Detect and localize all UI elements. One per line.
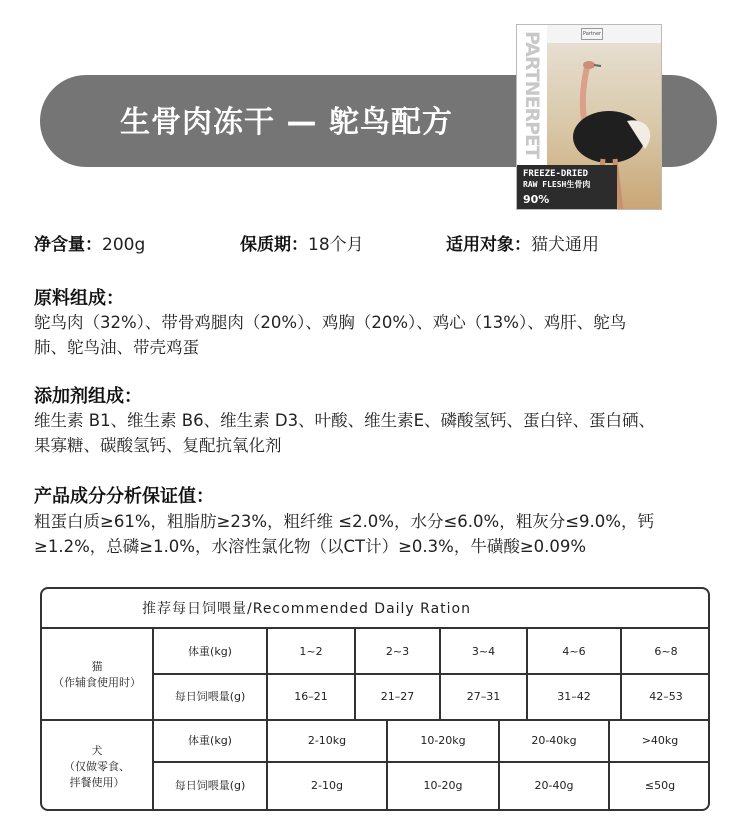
package-brand-vertical: PARTNERPET <box>521 31 543 158</box>
target-audience <box>446 233 599 257</box>
cat-feed-cell: 21–27 <box>380 690 415 703</box>
dog-feed-cell: ≤50g <box>644 779 676 792</box>
cat-label-cell <box>42 631 152 719</box>
target-audience-label: 适用对象： <box>446 235 531 255</box>
page-title: 生骨肉冻干 — 鸵鸟配方 <box>120 105 453 140</box>
product-package-image <box>516 24 662 210</box>
dog-weight-cell: >40kg <box>641 734 679 747</box>
dog-name: 犬 <box>91 744 103 757</box>
additives-line-2: 果寡糖、碳酸氢钙、复配抗氧化剂 <box>34 436 282 455</box>
analysis-line-1: 粗蛋白质≥61%，粗脂肪≥23%，粗纤维 ≤2.0%，水分≤6.0%，粗灰分≤9.0%，钙 <box>34 512 654 531</box>
analysis-line-2: ≥1.2%，总磷≥1.0%，水溶性氯化物（以CT计）≥0.3%，牛磺酸≥0.09% <box>34 537 587 556</box>
shelf-life <box>240 233 364 257</box>
dog-weight-cell: 10-20kg <box>420 734 466 747</box>
net-content-label: 净含量： <box>34 235 102 255</box>
daily-ration-table <box>40 587 710 811</box>
package-percent: 90% <box>523 193 550 206</box>
cat-feed-cell: 16–21 <box>294 690 328 703</box>
cat-feed-cell: 27–31 <box>466 690 501 703</box>
additives-line-1: 维生素 B1、维生素 B6、维生素 D3、叶酸、维生素E、磷酸氢钙、蛋白锌、蛋白硒、 <box>34 411 655 430</box>
cat-weight-cell: 4~6 <box>562 645 586 658</box>
ration-table-title: 推荐每日饲喂量/Recommended Daily Ration <box>42 589 708 629</box>
ingredients-line-1: 鸵鸟肉（32%）、带骨鸡腿肉（20%）、鸡胸（20%）、鸡心（13%）、鸡肝、鸵鸟 <box>34 313 627 332</box>
net-content-value: 200g <box>102 235 146 255</box>
dog-feed-cell: 2-10g <box>311 779 343 792</box>
dog-weight-cell: 2-10kg <box>307 734 347 747</box>
ingredients-line-2: 肺、鸵鸟油、带壳鸡蛋 <box>34 338 199 357</box>
cat-weight-label: 体重(kg) <box>188 645 232 658</box>
dog-label-cell <box>42 721 152 811</box>
dog-feed-cell: 10-20g <box>423 779 463 792</box>
dog-feed-label: 每日饲喂量(g) <box>174 779 246 792</box>
cat-weight-cell: 3~4 <box>471 645 496 658</box>
dog-feed-cell: 20-40g <box>534 779 574 792</box>
ingredients-title: 原料组成： <box>34 288 124 309</box>
analysis-title: 产品成分分析保证值： <box>34 486 214 507</box>
additives-title: 添加剂组成： <box>34 386 142 407</box>
dog-note-line-1: （仅做零食、 <box>64 760 130 773</box>
cat-name: 猫 <box>91 660 103 673</box>
cat-feed-cell: 31–42 <box>557 690 591 703</box>
target-audience-value: 猫犬通用 <box>531 235 599 255</box>
dog-weight-label: 体重(kg) <box>188 734 232 747</box>
dog-weight-cell: 20-40kg <box>531 734 577 747</box>
shelf-life-value: 18个月 <box>308 235 364 255</box>
cat-feed-cell: 42–53 <box>649 690 683 703</box>
cat-weight-cell: 1~2 <box>299 645 323 658</box>
cat-feed-label: 每日饲喂量(g) <box>174 690 246 703</box>
dog-note-line-2: 拌餐使用） <box>69 776 125 789</box>
cat-weight-cell: 2~3 <box>385 645 410 658</box>
package-freeze-dried-text: FREEZE-DRIED <box>523 169 589 179</box>
net-content <box>34 233 145 257</box>
package-logo: Partner <box>581 28 603 40</box>
shelf-life-label: 保质期： <box>240 235 308 255</box>
cat-note: （作辅食使用时） <box>53 676 141 689</box>
package-raw-flesh-text: RAW FLESH生骨肉 <box>523 180 591 189</box>
cat-weight-cell: 6~8 <box>654 645 678 658</box>
